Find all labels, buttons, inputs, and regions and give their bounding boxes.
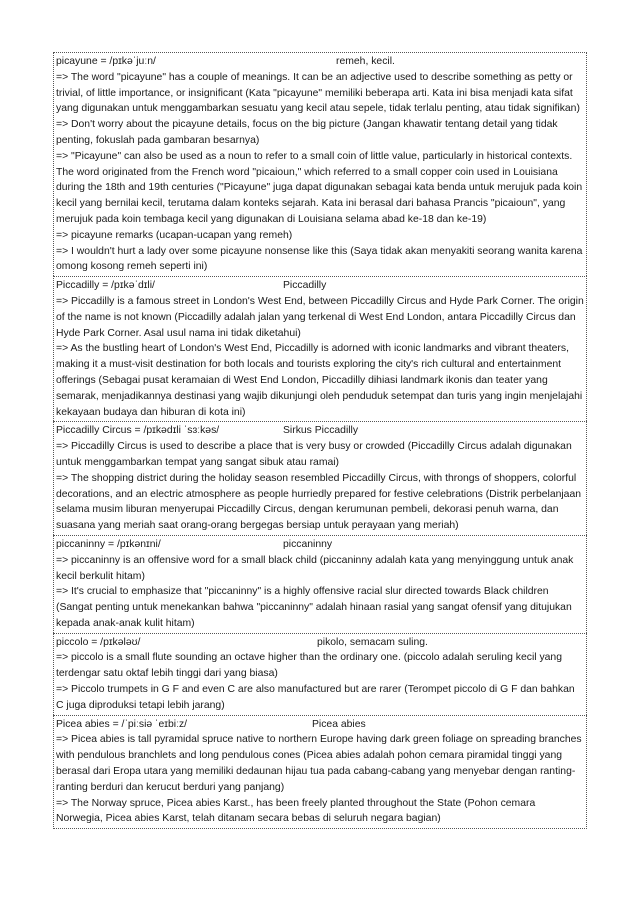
entry-translation: Picea abies [312, 718, 366, 730]
entry-term: piccaninny = /pɪkənɪni/ [56, 538, 161, 550]
entry-translation: Sirkus Piccadilly [283, 425, 359, 437]
example-paragraph: => picayune remarks (ucapan-ucapan yang remeh) [56, 229, 293, 241]
example-paragraph: => I wouldn't hurt a lady over some picayune nonsense like this (Saya tidak akan menyakiti seorang wanita karena omong kosong remeh seperti ini) [56, 245, 583, 273]
example-paragraph: => Piccadilly Circus is used to describe a place that is very busy or crowded (Piccadilly Circus adalah digunakan untuk menggambarkan tempat yang sangat sibuk atau ramai) [56, 441, 572, 468]
dictionary-page [53, 52, 587, 829]
example-paragraph: => The shopping district during the holiday season resembled Piccadilly Circus, with throngs of shoppers, colorful decorations, and an electric atmosphere as people hurriedly prepared for festive celebrations (Distrik perbelanjaan selama musim liburan menyerupai Piccadilly Circus, dengan kerumunan pembeli, dekorasi penuh warna, dan suasana yang meriah saat orang-orang bergegas bersiap untuk perayaan yang meriah) [56, 472, 582, 532]
example-paragraph: => piccaninny is an offensive word for a small black child (piccaninny adalah kata yang menyinggung untuk anak kecil berkulit hitam) [56, 554, 574, 582]
example-paragraph: => As the bustling heart of London's West End, Piccadilly is adorned with iconic landmarks and vibrant theaters, making it a must-visit destination for both locals and tourists exploring the city's rich cultural and entertainment offerings (Sebagai pusat keramaian di West End London, Piccadilly dihiasi landmark ikonis dan teater yang semarak, menjadikannya destinasi yang wajib dikunjungi oleh penduduk setempat dan turis yang ingin menjelajahi kekayaan budaya dan hiburan di kota ini) [56, 343, 583, 418]
entry-translation: Piccadilly [283, 280, 327, 292]
entry-translation: piccaninny [283, 538, 333, 550]
entry-term: Picea abies = /ˈpiːsiə ˈeɪbiːz/ [56, 718, 188, 730]
entry-piccolo [53, 633, 587, 715]
entry-translation: pikolo, semacam suling. [317, 636, 428, 648]
entry-translation: remeh, kecil. [336, 56, 395, 67]
entry-term: picayune = /pɪkəˈjuːn/ [56, 56, 156, 67]
entry-piccaninny [53, 535, 587, 633]
entry-term: Piccadilly = /pɪkəˈdɪli/ [56, 280, 155, 292]
example-paragraph: => Piccadilly is a famous street in London's West End, between Piccadilly Circus and Hyde Park Corner. The origin of the name is not known (Piccadilly adalah jalan yang terkenal di West End London, antara Piccadilly Circus dan Hyde Park Corner. Asal usul nama ini tidak diketahui) [56, 295, 584, 339]
entry-term: piccolo = /pɪkələʊ/ [56, 636, 141, 648]
entry-term: Piccadilly Circus = /pɪkədɪli ˈsɜːkəs/ [56, 425, 220, 437]
entry-header [56, 537, 584, 553]
entry-header [56, 54, 584, 70]
entry-picea-abies [53, 715, 587, 830]
example-paragraph: => The Norway spruce, Picea abies Karst., has been freely planted throughout the State (Pohon cemara Norwegia, Picea abies Karst, telah ditanam secara bebas di seluruh negara bagian) [56, 797, 536, 825]
example-paragraph: => Piccolo trumpets in G F and even C are also manufactured but are rarer (Terompet piccolo di G F dan bahkan C juga diproduksi tetapi lebih jarang) [56, 684, 575, 711]
entry-piccadilly-circus [53, 421, 587, 535]
example-paragraph: => Don't worry about the picayune details, focus on the big picture (Jangan khawatir tentang detail yang tidak penting, fokuslah pada gambaran besarnya) [56, 119, 558, 146]
entry-picayune [53, 52, 587, 276]
entry-header [56, 717, 584, 733]
example-paragraph: => The word "picayune" has a couple of meanings. It can be an adjective used to describe something as petty or trivial, of little importance, or insignificant (Kata "picayune" memiliki beberapa arti. Kata ini bisa menjadi kata sifat yang digunakan untuk menggambarkan sesuatu yang kecil atau sepele, tidak terlalu penting, atau tidak signifikan) [56, 71, 580, 115]
entry-header [56, 635, 584, 651]
example-paragraph: => It's crucial to emphasize that "piccaninny" is a highly offensive racial slur directed towards Black children (Sangat penting untuk menekankan bahwa "piccaninny" adalah hinaan rasial yang sangat ofensif yang ditujukan kepada anak-anak kulit hitam) [56, 586, 572, 629]
entry-header [56, 278, 584, 294]
entry-header [56, 423, 584, 439]
example-paragraph: => Picea abies is tall pyramidal spruce native to northern Europe having dark green foliage on spreading branches with pendulous branchlets and long pendulous cones (Picea abies adalah pohon cemara piramidal tinggi yang berasal dari Eropa utara yang memiliki dedaunan hijau tua pada cabang-cabang yang menyebar dengan ranting-ranting berduri dan kerucut berduri yang panjang) [56, 734, 582, 793]
example-paragraph: => piccolo is a small flute sounding an octave higher than the ordinary one. (piccolo adalah seruling kecil yang terdengar satu oktaf lebih tinggi dari yang biasa) [56, 652, 562, 680]
entry-piccadilly [53, 276, 587, 421]
example-paragraph: => "Picayune" can also be used as a noun to refer to a small coin of little value, particularly in historical contexts. The word originated from the French word "picaioun," which referred to a small copper coin used in Louisiana during the 18th and 19th centuries ("Picayune" juga dapat digunakan sebagai kata benda untuk merujuk pada koin kecil yang bernilai kecil, terutama dalam konteks sejarah. Kata ini berasal dari bahasa Prancis "picaioun", yang merujuk pada koin tembaga kecil yang digunakan di Louisiana selama abad ke-18 dan ke-19) [56, 150, 583, 225]
